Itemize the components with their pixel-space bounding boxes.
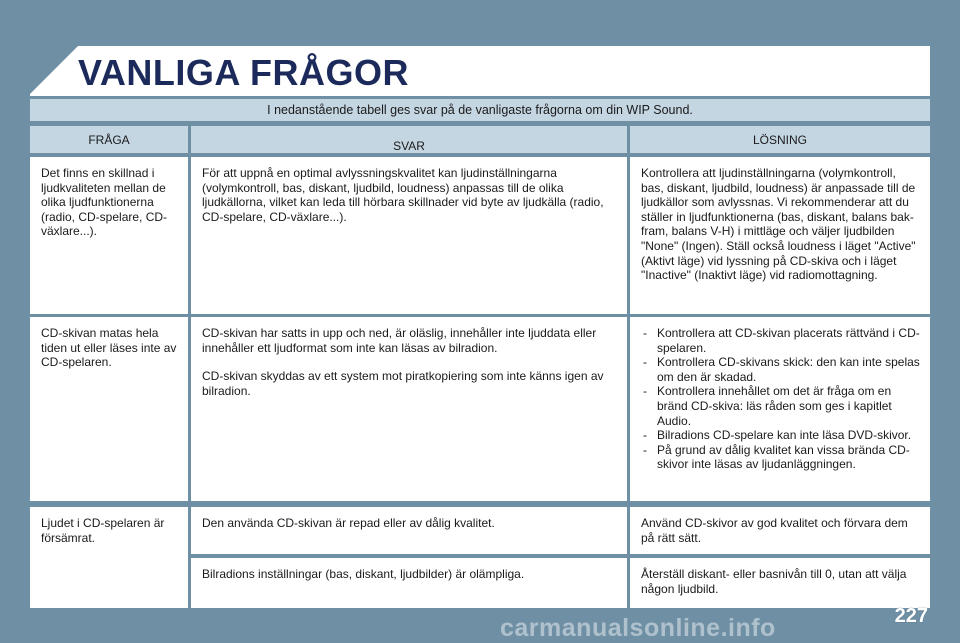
row3b-answer-text: Bilradions inställningar (bas, diskant, ljudbilder) är olämpliga. — [202, 567, 525, 581]
row2-answer-text-1: CD-skivan har satts in upp och ned, är oläslig, innehåller inte ljuddata eller innehåller ett ljudformat som inte kan läsas av bilradion. — [202, 326, 597, 355]
row3-question — [30, 507, 188, 608]
row3-question-text: Ljudet i CD-spelaren är försämrat. — [41, 516, 165, 545]
row2-answer-text-2: CD-skivan skyddas av ett system mot piratkopiering som inte känns igen av bilradion. — [202, 369, 604, 398]
row1-solution-text: Kontrollera att ljudinställningarna (volymkontroll, bas, diskant, ljudbild, loudness) är anpassade till de ljudkällor som avlyssnas. Vi rekommenderar att du ställer in ljudfunktionerna (bas, diskant, balans bak-fram, balans V-H) i mittläge och väljer ljudbilden "None" (Ingen). Ställ också loudness i läget "Active" (Aktivt läge) vid lyssning på CD-skiva och i läget "Inactive" (Inaktivt läge) vid radiomottagning. — [641, 166, 916, 283]
row3a-answer-text: Den använda CD-skivan är repad eller av dålig kvalitet. — [202, 516, 495, 530]
row1-question-text: Det finns en skillnad i ljudkvaliteten mellan de olika ljudfunktionerna (radio, CD-spelare, CD-växlare...). — [41, 166, 168, 239]
header-question-label: FRÅGA — [88, 132, 130, 147]
row3a-solution-text: Använd CD-skivor av god kvalitet och förvara dem på rätt sätt. — [641, 516, 908, 545]
row2-solution — [630, 317, 930, 501]
page-number: 227 — [894, 605, 928, 627]
page-title: VANLIGA FRÅGOR — [78, 52, 409, 93]
row1-question — [30, 157, 188, 314]
list-item: - Kontrollera att CD-skivan placerats rättvänd i CD-spelaren. — [641, 326, 920, 355]
row2-question-text: CD-skivan matas hela tiden ut eller läses inte av CD-spelaren. — [41, 326, 177, 370]
row1-solution — [630, 157, 930, 314]
header-question — [30, 126, 188, 153]
row1-answer-text: För att uppnå en optimal avlyssningskvalitet kan ljudinställningarna (volymkontroll, bas, diskant, ljudbild, loudness) anpassas till de olika ljudkällorna, vilket kan leda till hörbara skillnader vid byte av ljudkälla (radio, CD-spelare, CD-växlare...). — [202, 166, 604, 224]
list-item: - Kontrollera CD-skivans skick: den kan inte spelas om den är skadad. — [641, 355, 920, 384]
list-item: - Kontrollera innehållet om det är fråga om en bränd CD-skiva: läs råden som ges i kapitlet Audio. — [641, 384, 920, 428]
header-solution — [630, 126, 930, 153]
row3a-solution — [630, 507, 930, 554]
row2-solution-list — [641, 326, 920, 472]
row2-answer — [191, 317, 627, 501]
row3b-answer — [191, 558, 627, 608]
row2-question — [30, 317, 188, 501]
intro-text: I nedanstående tabell ges svar på de vanligaste frågorna om din WIP Sound. — [30, 99, 930, 121]
header-answer — [191, 126, 627, 153]
row3a-answer — [191, 507, 627, 554]
row3b-solution — [630, 558, 930, 608]
list-item: - På grund av dålig kvalitet kan vissa brända CD-skivor inte läsas av ljudanläggningen. — [641, 443, 920, 472]
header-solution-label: LÖSNING — [752, 132, 807, 147]
row1-answer — [191, 157, 627, 314]
row3b-solution-text: Återställ diskant- eller basnivån till 0, utan att välja någon ljudbild. — [641, 567, 907, 596]
list-item: - Bilradions CD-spelare kan inte läsa DVD-skivor. — [641, 428, 920, 443]
watermark: carmanualsonline.info — [500, 614, 776, 642]
header-answer-label: SVAR — [393, 139, 425, 153]
